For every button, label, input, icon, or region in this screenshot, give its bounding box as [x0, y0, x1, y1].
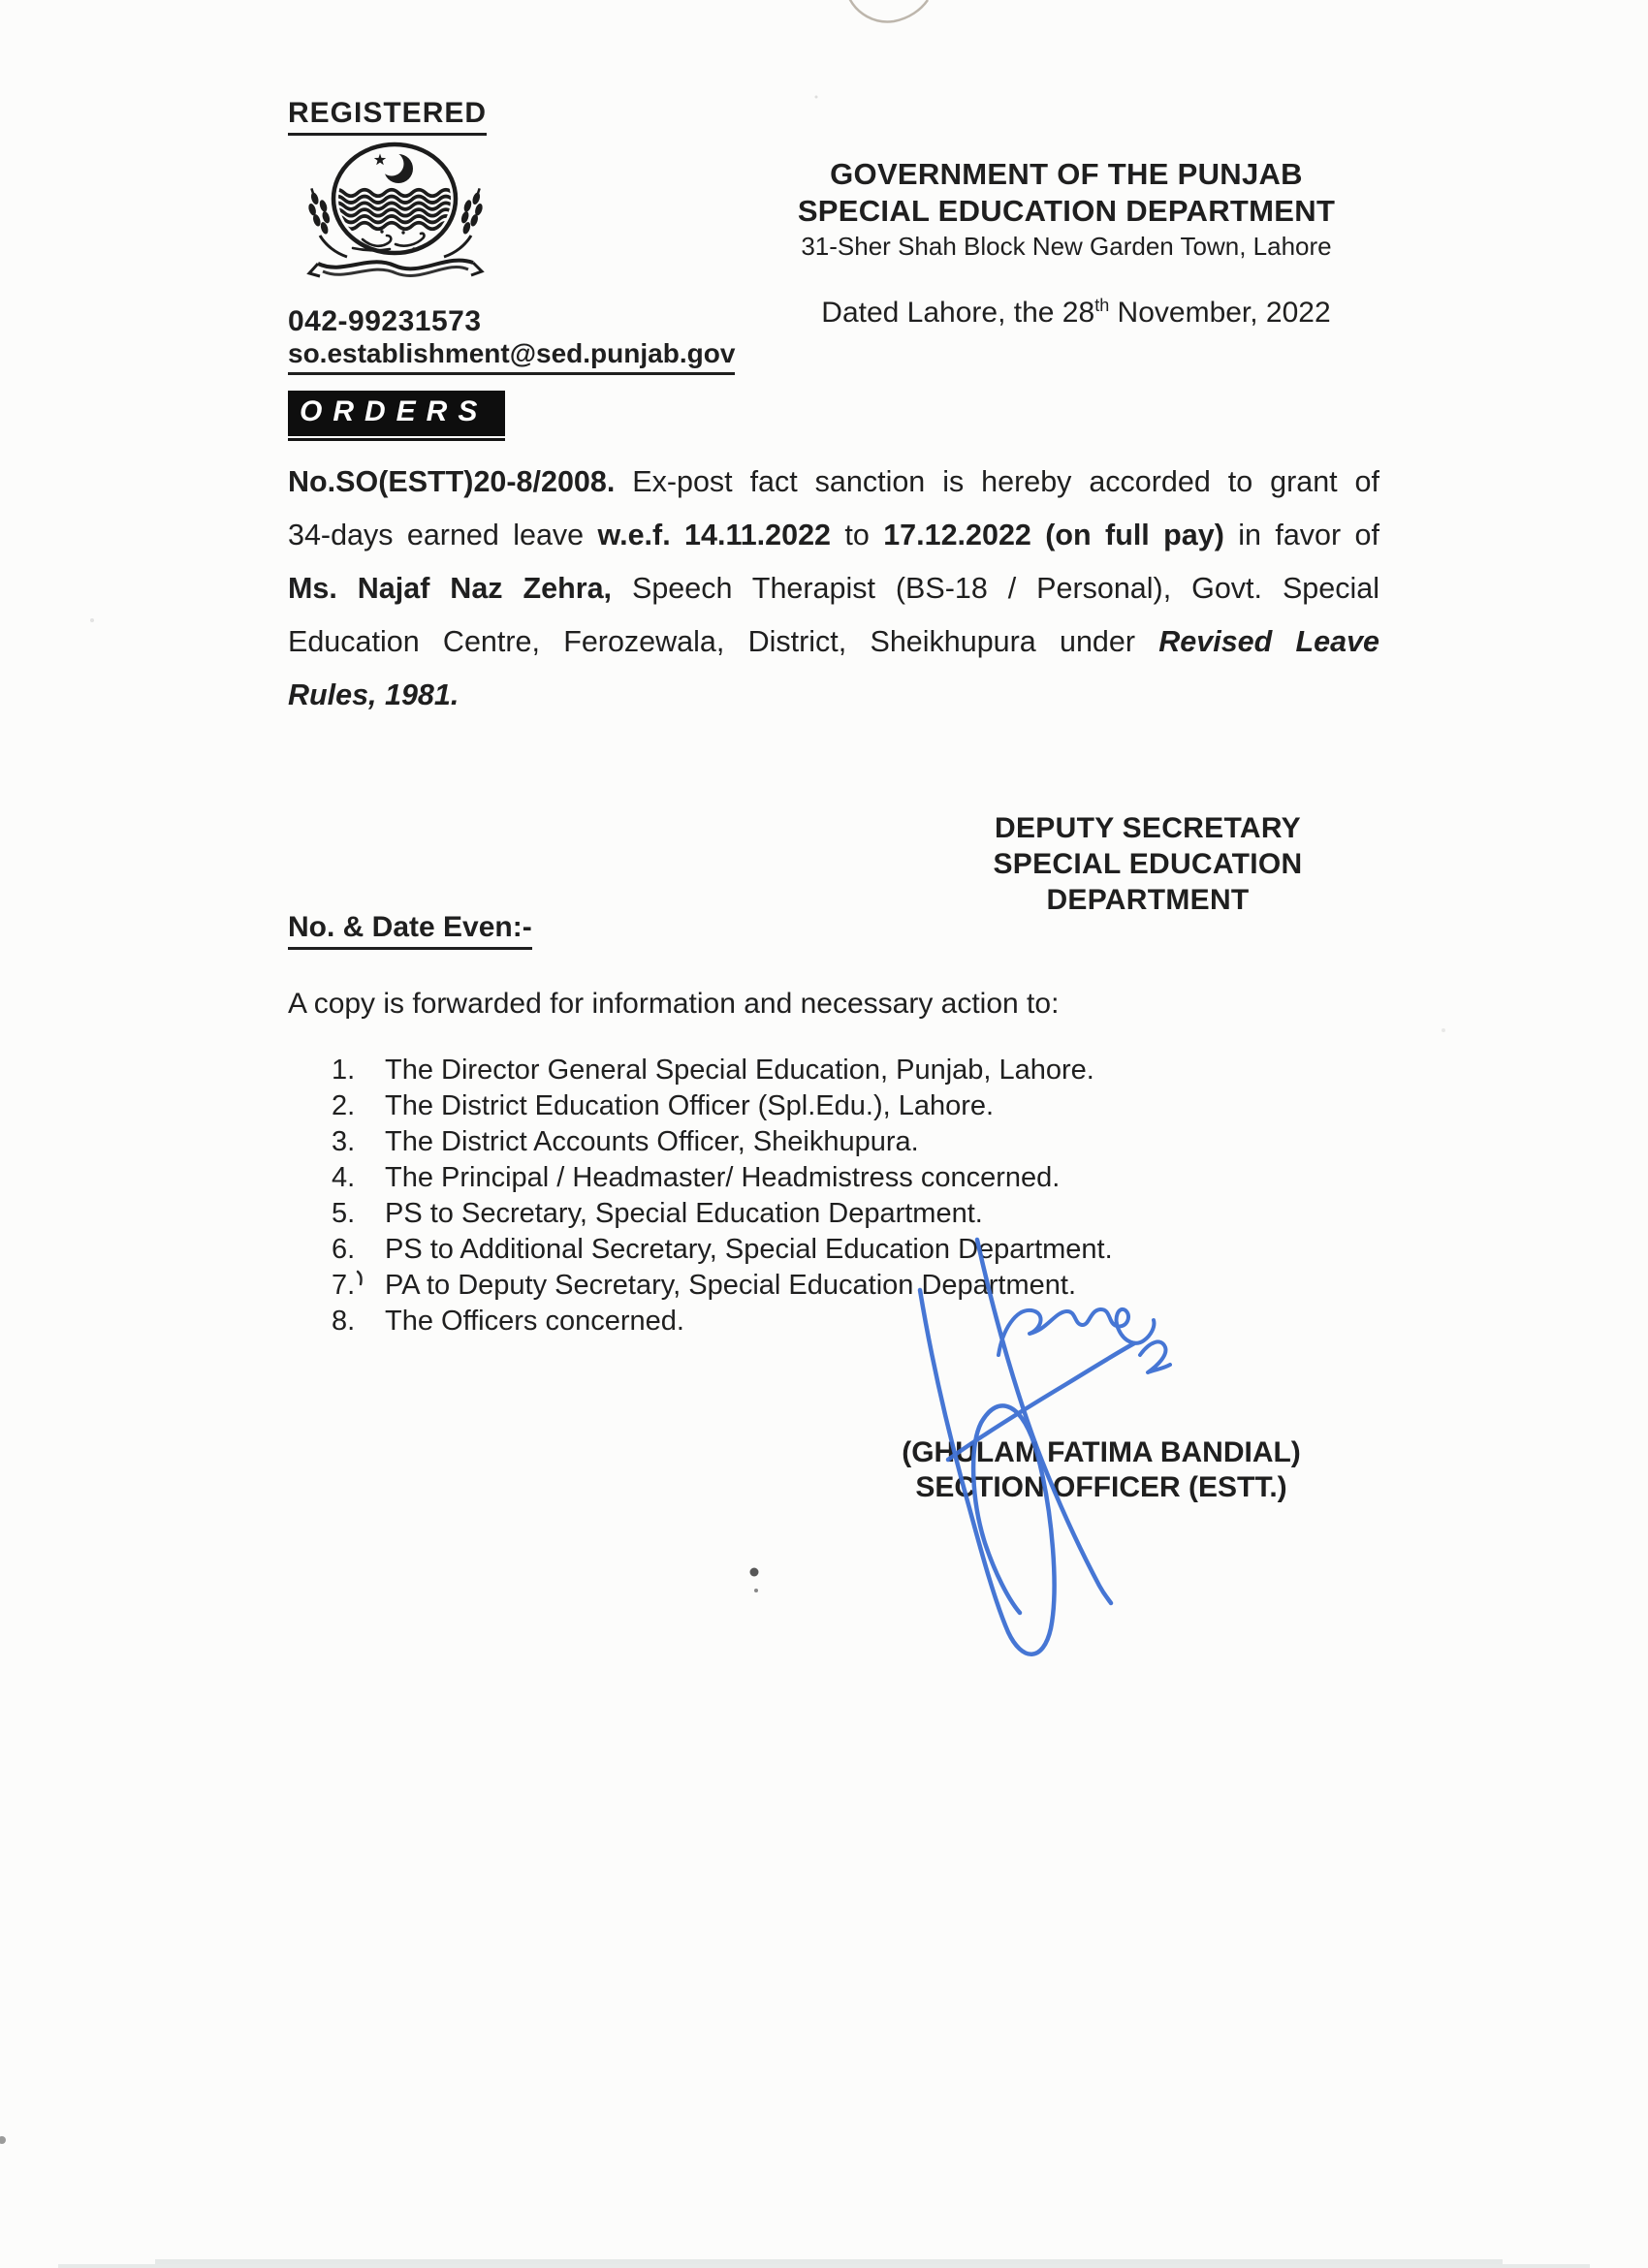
registered-label [288, 97, 487, 136]
scan-curve-artifact [849, 0, 928, 21]
letterhead-government-block [785, 156, 1347, 263]
scan-bottom-edge [155, 2259, 1503, 2264]
list-item [332, 1268, 1113, 1304]
list-item-number: 5. [332, 1198, 356, 1229]
order-text: Education Centre, Ferozewala, District, Sheikhupura under [288, 625, 1159, 658]
signatory-line: DEPARTMENT [1046, 884, 1250, 916]
punjab-government-crest-logo [299, 139, 496, 288]
crest-waves [331, 190, 453, 230]
list-item [332, 1053, 1113, 1088]
endorsement-intro: A copy is forwarded for information and necessary action to: [288, 988, 1060, 1020]
order-text: in favor of [1223, 519, 1379, 551]
order-paragraph [288, 456, 1379, 722]
leave-start-date: w.e.f. 14.11.2022 [597, 519, 832, 551]
signatory-line: DEPUTY SECRETARY [995, 812, 1301, 844]
list-item-text: The District Education Officer (Spl.Edu.), Lahore. [385, 1090, 995, 1121]
list-item-number: 2. [332, 1090, 356, 1121]
dated-suffix: November, 2022 [1109, 297, 1331, 329]
orders-heading [288, 391, 505, 441]
dated-line [795, 297, 1357, 330]
government-line2: SPECIAL EDUCATION DEPARTMENT [797, 194, 1336, 228]
dated-ordinal-superscript: th [1094, 296, 1110, 315]
signature-name-block [863, 1435, 1340, 1505]
government-line1: GOVERNMENT OF THE PUNJAB [830, 157, 1303, 191]
list-item-text: The Principal / Headmaster/ Headmistress concerned. [385, 1162, 1061, 1193]
scan-speck [90, 618, 94, 622]
ink-blot [754, 1589, 758, 1592]
order-text: Ex-post fact sanction is hereby accorded to grant of [615, 465, 1379, 498]
registered-text: REGISTERED [288, 97, 487, 136]
list-item-number: 8. [332, 1306, 356, 1337]
scan-speck [1442, 1028, 1445, 1032]
government-address: 31-Sher Shah Block New Garden Town, Lahore [801, 232, 1332, 261]
list-item-text: PA to Deputy Secretary, Special Education Department. [385, 1270, 1077, 1301]
list-item-number: 7. [332, 1270, 356, 1301]
letterhead-phone: 042-99231573 [288, 305, 482, 337]
order-text: to [831, 519, 884, 551]
order-paragraph-line [288, 456, 1379, 509]
crest-ribbon [309, 261, 482, 276]
letterhead-email [288, 338, 735, 375]
order-paragraph-line [288, 669, 1379, 722]
order-paragraph-line [288, 615, 1379, 669]
signatory-title: SECTION OFFICER (ESTT.) [915, 1471, 1287, 1503]
list-item [332, 1304, 1113, 1339]
orders-heading-text: ORDERS [288, 391, 505, 436]
order-paragraph-line [288, 509, 1379, 562]
list-item [332, 1232, 1113, 1268]
scan-speck [0, 2136, 6, 2144]
signatory-designation-block [977, 810, 1318, 918]
endorsement-heading [288, 911, 532, 950]
scan-speck [815, 96, 818, 99]
letterhead-email-text: so.establishment@sed.punjab.gov [288, 338, 735, 375]
signatory-line: SPECIAL EDUCATION [993, 848, 1303, 880]
list-item [332, 1160, 1113, 1196]
order-number: No.SO(ESTT)20-8/2008. [288, 465, 616, 498]
order-text: 34-days earned leave [288, 519, 598, 551]
ink-blot [750, 1568, 759, 1577]
list-item-text: The District Accounts Officer, Sheikhupura. [385, 1126, 919, 1157]
endorsement-heading-text: No. & Date Even:- [288, 911, 532, 950]
list-item-text: PS to Additional Secretary, Special Education Department. [385, 1234, 1113, 1265]
list-item-text: The Officers concerned. [385, 1306, 684, 1337]
list-item [332, 1124, 1113, 1160]
recipient-list [332, 1053, 1113, 1339]
list-item-text: The Director General Special Education, Punjab, Lahore. [385, 1055, 1094, 1086]
list-item-number: 3. [332, 1126, 356, 1157]
scan-bottom-edge [58, 2264, 1590, 2268]
crescent-star-icon [374, 152, 413, 184]
signatory-name: (GHULAM FATIMA BANDIAL) [902, 1436, 1301, 1468]
dated-prefix: Dated Lahore, the 28 [821, 297, 1095, 329]
rules-reference: Revised Leave [1158, 625, 1380, 658]
leave-end-date: 17.12.2022 (on full pay) [883, 519, 1224, 551]
list-item-number: 4. [332, 1162, 356, 1193]
list-item [332, 1196, 1113, 1232]
list-item-text: PS to Secretary, Special Education Department. [385, 1198, 983, 1229]
order-paragraph-line [288, 562, 1379, 615]
order-text: Speech Therapist (BS-18 / Personal), Govt. Special [612, 572, 1379, 605]
list-item-number: 6. [332, 1234, 356, 1265]
officer-name: Ms. Najaf Naz Zehra, [288, 572, 613, 605]
list-item-number: 1. [332, 1055, 356, 1086]
list-item [332, 1088, 1113, 1124]
rules-reference: Rules, 1981. [288, 678, 460, 711]
